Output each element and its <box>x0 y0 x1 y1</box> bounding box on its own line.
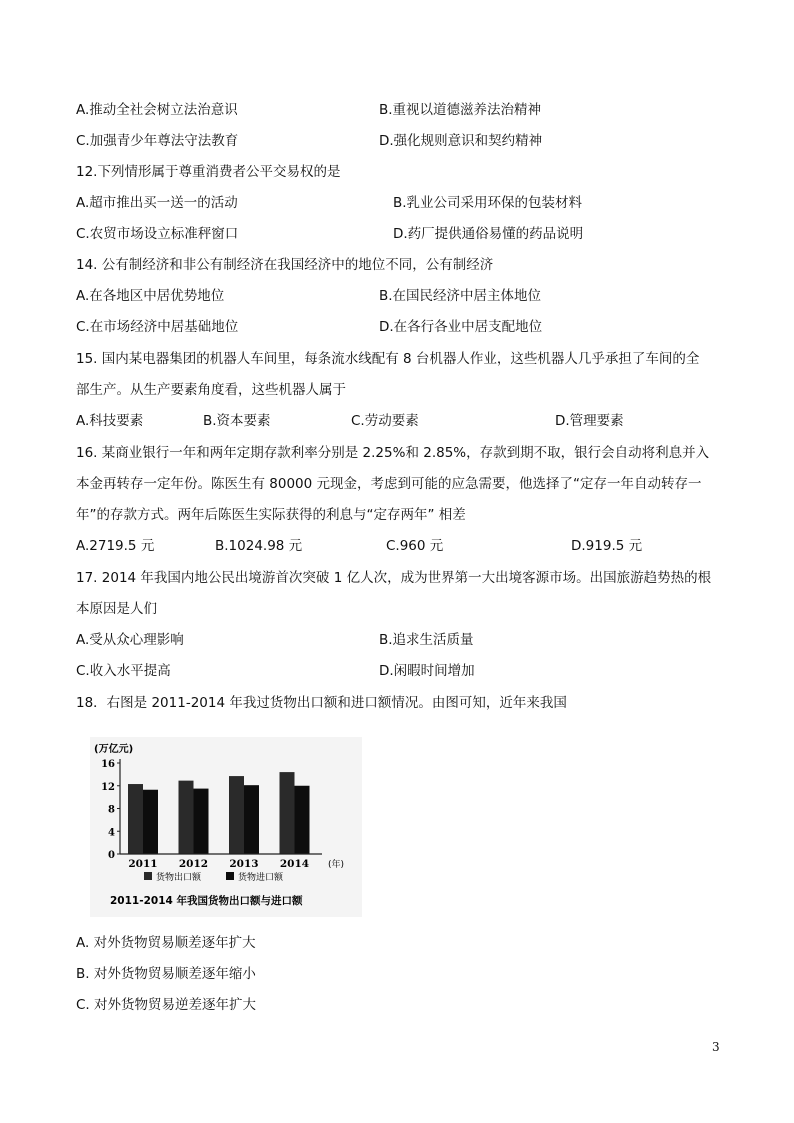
q11-option-c: C.加强青少年尊法守法教育 <box>76 133 239 149</box>
q17-stem-line2: 本原因是人们 <box>76 601 157 617</box>
trade-bar-chart-svg <box>90 737 362 917</box>
q16-stem-line2: 本金再转存一定年份。陈医生有 80000 元现金，考虑到可能的应急需要，他选择了“定存一年自动转存一 <box>76 476 702 492</box>
q15-option-b: B.资本要素 <box>203 413 271 429</box>
q17-option-a: A.受从众心理影响 <box>76 632 184 648</box>
chart-bar-2013-import <box>244 785 259 854</box>
trade-bar-chart <box>90 737 362 917</box>
q12-option-b: B.乳业公司采用环保的包装材料 <box>393 195 583 211</box>
chart-bar-2011-import <box>143 790 158 854</box>
chart-y-tick-label: 4 <box>108 827 115 839</box>
chart-x-axis-label: (年) <box>328 860 345 870</box>
q16-stem-line3: 年”的存款方式。两年后陈医生实际获得的利息与“定存两年” 相差 <box>76 507 466 523</box>
q11-option-a: A.推动全社会树立法治意识 <box>76 102 238 118</box>
q17-option-c: C.收入水平提高 <box>76 663 171 679</box>
q12-option-a: A.超市推出买一送一的活动 <box>76 195 238 211</box>
q12-stem: 12.下列情形属于尊重消费者公平交易权的是 <box>76 164 341 180</box>
chart-legend-label: 货物进口额 <box>238 873 284 883</box>
q16-option-c: C.960 元 <box>386 538 444 554</box>
q14-stem: 14. 公有制经济和非公有制经济在我国经济中的地位不同，公有制经济 <box>76 257 494 273</box>
chart-y-tick-label: 8 <box>108 804 115 816</box>
q18-option-b: B. 对外货物贸易顺差逐年缩小 <box>76 966 256 982</box>
chart-bar-2011-export <box>128 784 143 854</box>
q15-option-c: C.劳动要素 <box>351 413 419 429</box>
q11-option-d: D.强化规则意识和契约精神 <box>379 133 543 149</box>
chart-legend-swatch <box>226 872 234 880</box>
q15-stem-line1: 15. 国内某电器集团的机器人车间里，每条流水线配有 8 台机器人作业，这些机器人几乎承担了车间的全 <box>76 351 700 367</box>
chart-bar-2012-export <box>179 781 194 854</box>
q11-option-b: B.重视以道德滋养法治精神 <box>379 102 542 118</box>
chart-y-tick-label: 12 <box>101 781 115 793</box>
chart-x-tick-label: 2014 <box>279 858 310 870</box>
q17-stem-line1: 17. 2014 年我国内地公民出境游首次突破 1 亿人次，成为世界第一大出境客源市场。出国旅游趋势热的根 <box>76 570 712 586</box>
q16-option-a: A.2719.5 元 <box>76 538 155 554</box>
q12-option-d: D.药厂提供通俗易懂的药品说明 <box>393 226 584 242</box>
q15-option-d: D.管理要素 <box>555 413 624 429</box>
q15-option-a: A.科技要素 <box>76 413 144 429</box>
chart-x-tick-label: 2013 <box>229 858 259 870</box>
q14-option-c: C.在市场经济中居基础地位 <box>76 319 239 335</box>
q18-option-c: C. 对外货物贸易逆差逐年扩大 <box>76 997 257 1013</box>
chart-bar-2012-import <box>194 789 209 854</box>
q16-option-b: B.1024.98 元 <box>215 538 303 554</box>
q16-option-d: D.919.5 元 <box>571 538 643 554</box>
q14-option-b: B.在国民经济中居主体地位 <box>379 288 542 304</box>
chart-title: 2011-2014 年我国货物出口额与进口额 <box>110 895 303 907</box>
q17-option-b: B.追求生活质量 <box>379 632 474 648</box>
chart-legend-label: 货物出口额 <box>156 873 202 883</box>
q17-option-d: D.闲暇时间增加 <box>379 663 475 679</box>
q18-option-a: A. 对外货物贸易顺差逐年扩大 <box>76 935 256 951</box>
chart-x-tick-label: 2011 <box>128 858 158 870</box>
q15-stem-line2: 部生产。从生产要素角度看，这些机器人属于 <box>76 382 346 398</box>
q16-stem-line1: 16. 某商业银行一年和两年定期存款利率分别是 2.25%和 2.85%，存款到期不取，银行会自动将利息并入 <box>76 445 710 461</box>
chart-legend-swatch <box>144 872 152 880</box>
chart-y-tick-label: 0 <box>108 850 115 861</box>
q12-option-c: C.农贸市场设立标准秤窗口 <box>76 226 239 242</box>
chart-y-tick-label: 16 <box>101 759 115 770</box>
page-number: 3 <box>712 1040 720 1054</box>
q14-option-a: A.在各地区中居优势地位 <box>76 288 225 304</box>
chart-bar-2014-import <box>295 786 310 854</box>
chart-y-axis-label: (万亿元) <box>94 744 134 755</box>
q14-option-d: D.在各行各业中居支配地位 <box>379 319 543 335</box>
chart-x-tick-label: 2012 <box>178 858 209 870</box>
q18-stem: 18．右图是 2011-2014 年我过货物出口额和进口额情况。由图可知，近年来我国 <box>76 695 567 711</box>
chart-bar-2013-export <box>229 776 244 854</box>
chart-bar-2014-export <box>280 772 295 854</box>
